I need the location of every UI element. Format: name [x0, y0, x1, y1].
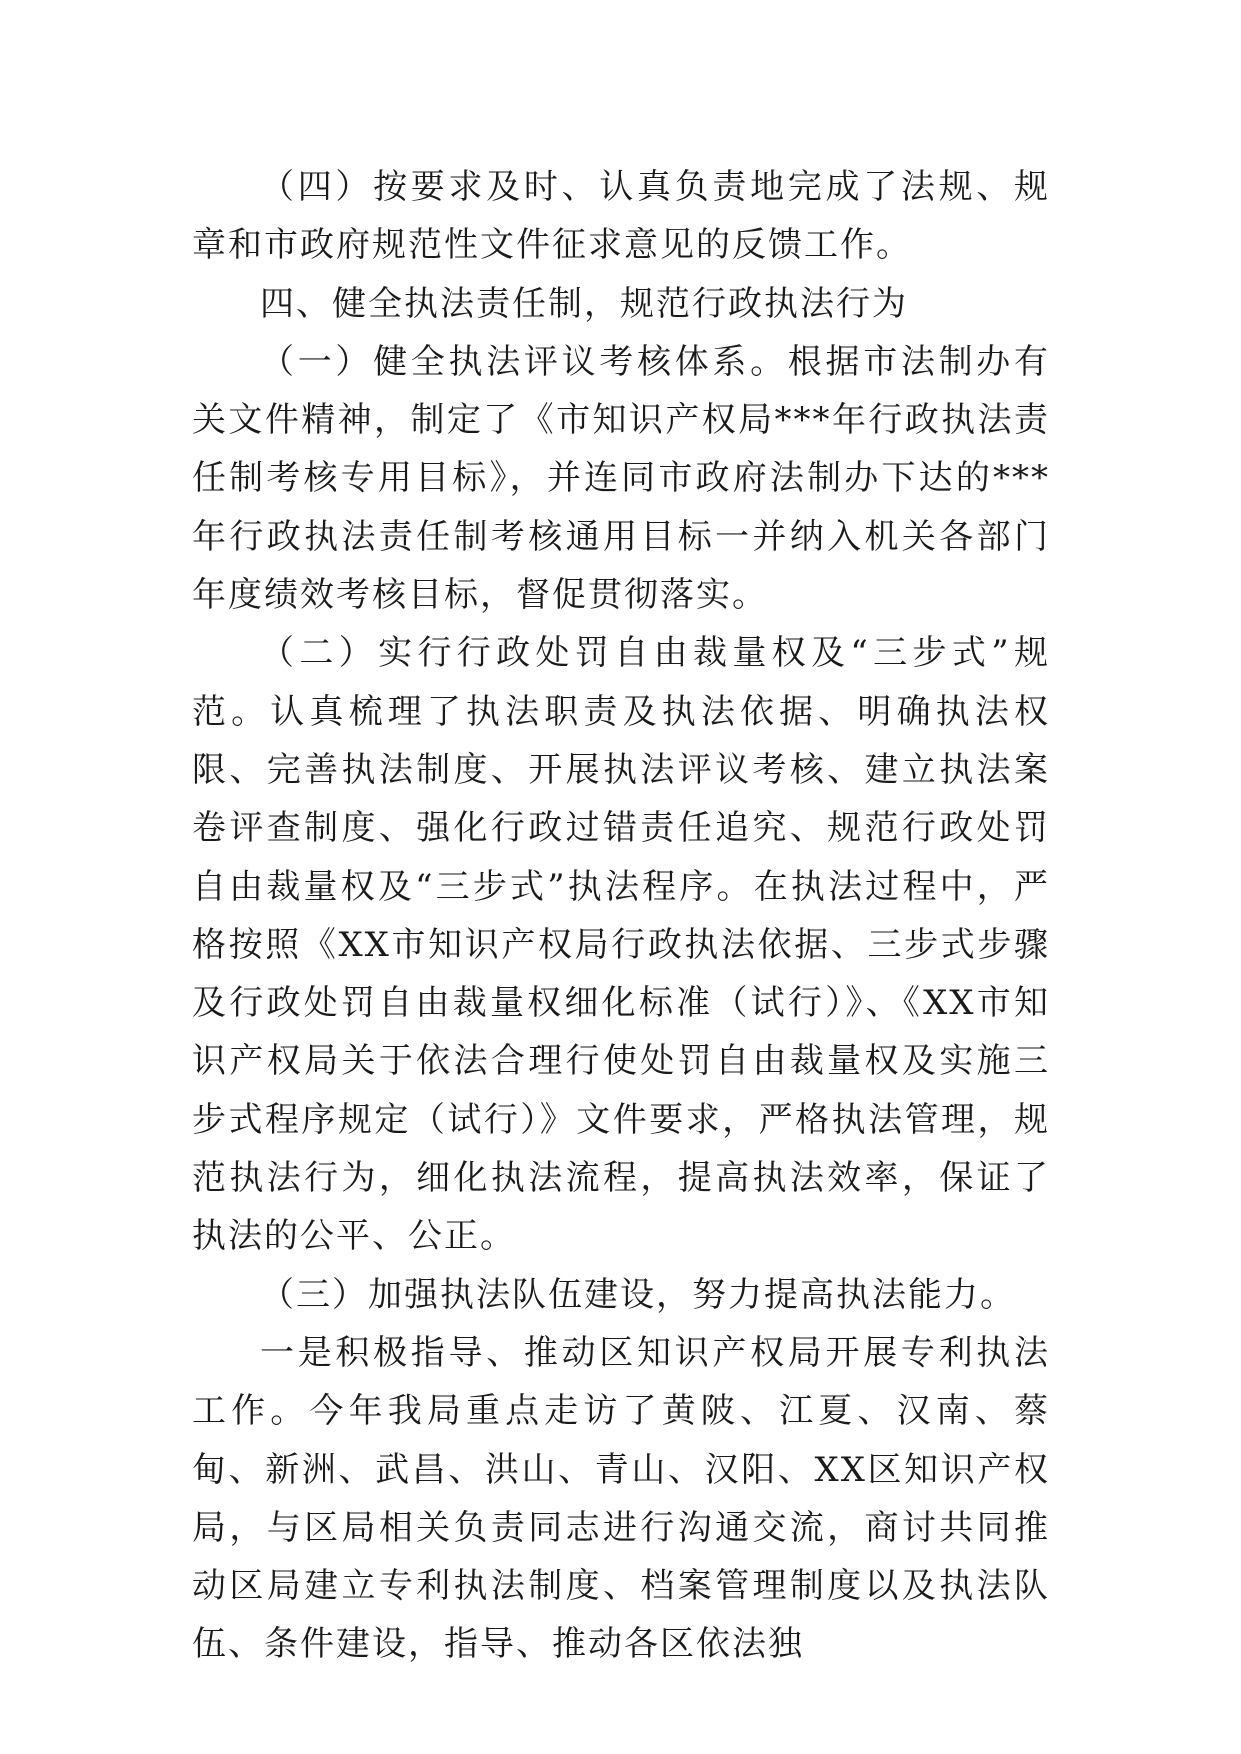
paragraph-team-building: （三）加强执法队伍建设，努力提高执法能力。	[260, 1274, 1016, 1315]
document-body	[192, 158, 1050, 1674]
paragraph-district-guidance: 一是积极指导、推动区知识产权局开展专利执法工作。今年我局重点走访了黄陂、江夏、汉南、蔡甸、新洲、武昌、洪山、青山、汉阳、XX区知识产权局，与区局相关负责同志进行沟通交流，商讨共同推动区局建立专利执法制度、档案管理制度以及执法队伍、条件建设，指导、推动各区依法独	[192, 1332, 1050, 1665]
paragraph-discretion-rules: （二）实行行政处罚自由裁量权及“三步式”规范。认真梳理了执法职责及执法依据、明确执法权限、完善执法制度、开展执法评议考核、建立执法案卷评查制度、强化行政过错责任追究、规范行政处罚自由裁量权及“三步式”执法程序。在执法过程中，严格按照《XX市知识产权局行政执法依据、三步式步骤及行政处罚自由裁量权细化标准（试行）》、《XX市知识产权局关于依法合理行使处罚自由裁量权及实施三步式程序规定（试行）》文件要求，严格执法管理，规范执法行为，细化执法流程，提高执法效率，保证了执法的公平、公正。	[192, 633, 1050, 1257]
paragraph-feedback-work: （四）按要求及时、认真负责地完成了法规、规章和市政府规范性文件征求意见的反馈工作。	[192, 167, 1050, 266]
paragraph-evaluation-system: （一）健全执法评议考核体系。根据市法制办有关文件精神，制定了《市知识产权局***年行政执法责任制考核专用目标》，并连同市政府法制办下达的***年行政执法责任制考核通用目标一并纳入机关各部门年度绩效考核目标，督促贯彻落实。	[192, 341, 1050, 616]
section-heading-enforcement: 四、健全执法责任制，规范行政执法行为	[260, 283, 908, 324]
